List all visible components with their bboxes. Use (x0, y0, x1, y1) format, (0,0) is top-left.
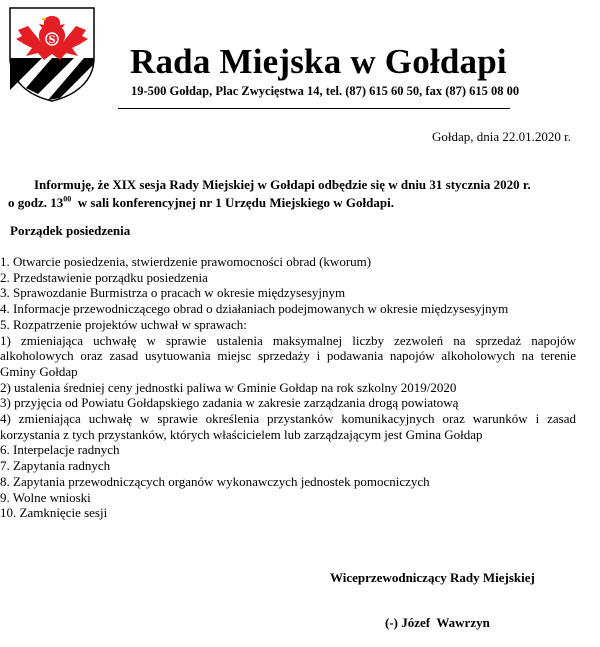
agenda-item-7: 7. Zapytania radnych (0, 458, 111, 474)
signature-name: (-) Józef Wawrzyn (385, 615, 490, 630)
svg-text:S: S (48, 35, 56, 46)
header-divider (118, 108, 510, 109)
notice-line-1: Informuję, że XIX sesja Rady Miejskiej w Gołdapi odbędzie się w dniu 31 stycznia 2020 r. (34, 177, 531, 192)
agenda-subitem-3: 3) przyjęcia od Powiatu Gołdapskiego zadania w zakresie zarządzania drogą powiatową (0, 395, 459, 411)
signature-title: Wiceprzewodniczący Rady Miejskiej (330, 570, 535, 585)
org-address: 19-500 Gołdap, Plac Zwycięstwa 14, tel. (87) 615 60 50, fax (87) 615 08 00 (131, 84, 520, 98)
agenda-item-6: 6. Interpelacje radnych (0, 442, 120, 458)
coat-of-arms-icon (8, 6, 96, 102)
agenda-list (0, 254, 576, 521)
org-title: Rada Miejska w Gołdapi (130, 42, 507, 81)
agenda-subitem-4: 4) zmieniająca uchwałę w sprawie określenia przystanków komunikacyjnych oraz warunków i zasad korzystania z tych przystanków, których właścicielem lub zarządzającym jest Gmina Gołdap (0, 411, 576, 442)
date-line: Gołdap, dnia 22.01.2020 r. (431, 129, 571, 144)
agenda-subitem-2: 2) ustalenia średniej ceny jednostki paliwa w Gminie Gołdap na rok szkolny 2019/2020 (0, 379, 457, 395)
notice-time-suffix: w sali konferencyjnej nr 1 Urzędu Miejskiego w Gołdapi. (71, 195, 394, 210)
agenda-subitem-1: 1) zmieniająca uchwałę w sprawie ustalenia maksymalnej liczby zezwoleń na sprzedaż napojów alkoholowych oraz zasad usytuowania miejsc sprzedaży i podawania napojów alkoholowych na terenie Gminy Gołdap (0, 332, 576, 379)
session-notice (8, 176, 576, 212)
agenda-item-10: 10. Zamknięcie sesji (0, 505, 108, 521)
notice-time-prefix: o godz. 13 (8, 195, 64, 210)
notice-line-2 (8, 194, 576, 212)
agenda-item-8: 8. Zapytania przewodniczących organów wykonawczych jednostek pomocniczych (0, 473, 430, 489)
notice-time-minutes: 00 (63, 194, 72, 204)
agenda-item-4: 4. Informacje przewodniczącego obrad o działaniach podejmowanych w okresie międzysesyjnym (0, 301, 509, 317)
agenda-title: Porządek posiedzenia (10, 223, 131, 238)
agenda-item-9: 9. Wolne wnioski (0, 489, 91, 505)
agenda-item-1: 1. Otwarcie posiedzenia, stwierdzenie prawomocności obrad (kworum) (0, 254, 372, 269)
agenda-item-5: 5. Rozpatrzenie projektów uchwał w sprawach: (0, 316, 247, 332)
agenda-item-2: 2. Przedstawienie porządku posiedzenia (0, 269, 208, 285)
agenda-item-3: 3. Sprawozdanie Burmistrza o pracach w okresie międzysesyjnym (0, 285, 346, 301)
